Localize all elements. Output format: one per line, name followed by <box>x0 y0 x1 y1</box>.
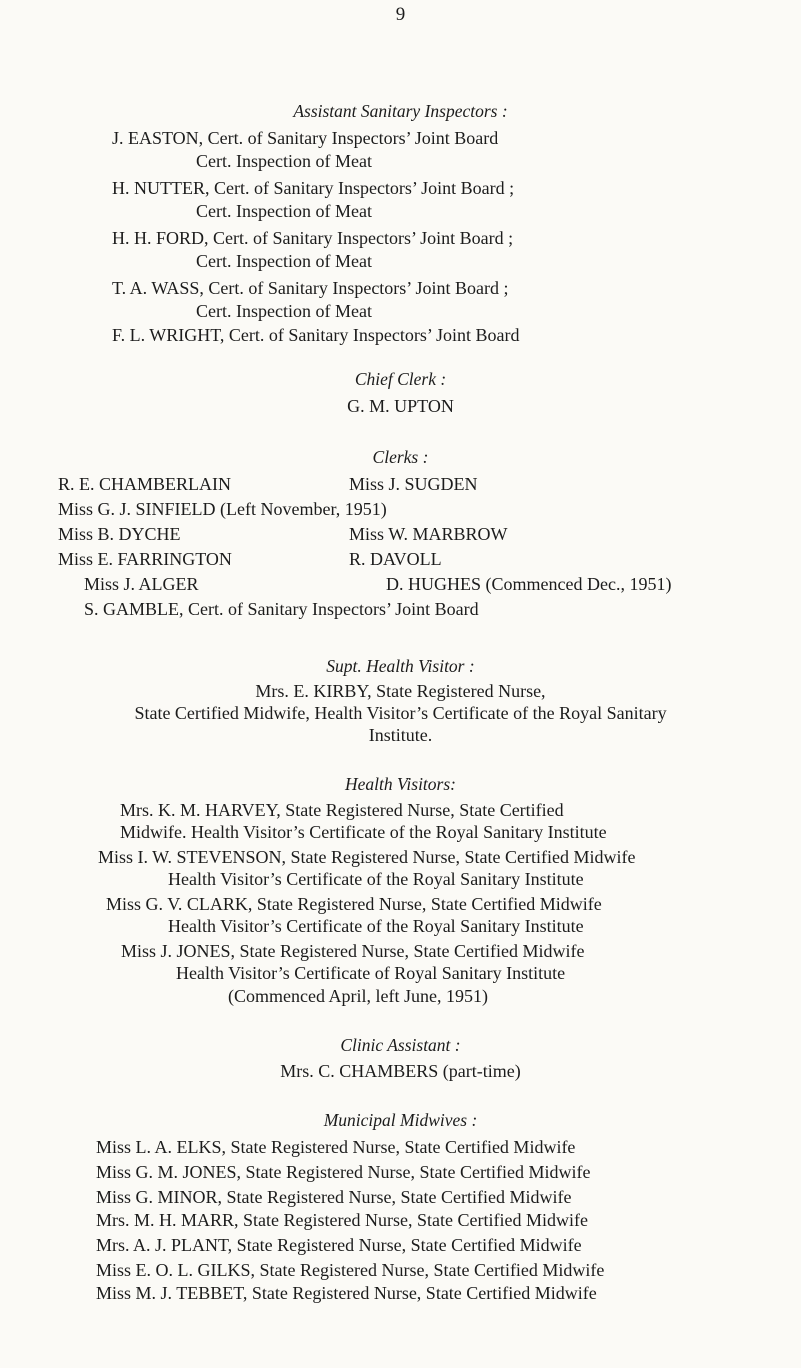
inspector-entry-qualification: Cert. Inspection of Meat <box>196 201 372 221</box>
municipal-midwives-heading: Municipal Midwives : <box>323 1110 478 1130</box>
midwife-line: Miss G. M. JONES, State Registered Nurse, State Certified Midwife <box>96 1162 591 1182</box>
midwife-line: Mrs. A. J. PLANT, State Registered Nurse, State Certified Midwife <box>96 1235 582 1255</box>
midwife-line: Miss L. A. ELKS, State Registered Nurse, State Certified Midwife <box>96 1137 576 1157</box>
health-visitor-line: Miss J. JONES, State Registered Nurse, State Certified Midwife <box>121 941 585 961</box>
inspector-entry-qualification: Cert. Inspection of Meat <box>196 151 372 171</box>
midwife-line: Miss M. J. TEBBET, State Registered Nurse, State Certified Midwife <box>96 1283 597 1303</box>
midwife-line: Miss G. MINOR, State Registered Nurse, State Certified Midwife <box>96 1187 572 1207</box>
health-visitor-line: Mrs. K. M. HARVEY, State Registered Nurse, State Certified <box>120 800 564 820</box>
clerk-name: Miss G. J. SINFIELD (Left November, 1951) <box>58 499 387 519</box>
health-visitor-line: Health Visitor’s Certificate of the Royal Sanitary Institute <box>168 916 584 936</box>
health-visitor-line: Miss I. W. STEVENSON, State Registered Nurse, State Certified Midwife <box>98 847 636 867</box>
supt-health-visitor-heading: Supt. Health Visitor : <box>326 656 475 676</box>
clerk-name: Miss W. MARBROW <box>349 524 508 544</box>
health-visitor-line: (Commenced April, left June, 1951) <box>228 986 488 1006</box>
health-visitors-heading: Health Visitors: <box>345 774 456 794</box>
clerk-name: Miss E. FARRINGTON <box>58 549 232 569</box>
clerk-name: R. E. CHAMBERLAIN <box>58 474 232 494</box>
supt-health-visitor-text: Institute. <box>368 725 433 745</box>
inspector-entry-line: J. EASTON, Cert. of Sanitary Inspectors’ Joint Board <box>112 128 499 148</box>
inspector-entry-qualification: Cert. Inspection of Meat <box>196 301 372 321</box>
inspector-entry-qualification: Cert. Inspection of Meat <box>196 251 372 271</box>
midwife-line: Miss E. O. L. GILKS, State Registered Nurse, State Certified Midwife <box>96 1260 605 1280</box>
clerk-name: Miss B. DYCHE <box>58 524 181 544</box>
clinic-assistant-name: Mrs. C. CHAMBERS (part-time) <box>280 1061 521 1081</box>
clinic-assistant-heading: Clinic Assistant : <box>340 1035 461 1055</box>
clerk-name: Miss J. SUGDEN <box>349 474 478 494</box>
clerk-name: D. HUGHES (Commenced Dec., 1951) <box>386 574 672 594</box>
assistant-sanitary-inspectors-heading: Assistant Sanitary Inspectors : <box>293 101 508 121</box>
clerk-name: S. GAMBLE, Cert. of Sanitary Inspectors’ Joint Board <box>84 599 479 619</box>
supt-health-visitor-text: State Certified Midwife, Health Visitor’s Certificate of the Royal Sanitary <box>134 703 667 723</box>
health-visitor-line: Health Visitor’s Certificate of the Royal Sanitary Institute <box>168 869 584 889</box>
health-visitor-line: Health Visitor’s Certificate of Royal Sanitary Institute <box>176 963 566 983</box>
clerk-name: R. DAVOLL <box>349 549 442 569</box>
clerk-name: Miss J. ALGER <box>84 574 199 594</box>
chief-clerk-name: G. M. UPTON <box>347 396 454 416</box>
supt-health-visitor-text: Mrs. E. KIRBY, State Registered Nurse, <box>255 681 546 701</box>
health-visitor-line: Miss G. V. CLARK, State Registered Nurse, State Certified Midwife <box>106 894 602 914</box>
page-number: 9 <box>395 4 406 25</box>
health-visitor-line: Midwife. Health Visitor’s Certificate of the Royal Sanitary Institute <box>120 822 607 842</box>
clerks-heading: Clerks : <box>372 447 429 467</box>
inspector-entry-line: H. H. FORD, Cert. of Sanitary Inspectors’ Joint Board ; <box>112 228 514 248</box>
inspector-entry-line: F. L. WRIGHT, Cert. of Sanitary Inspectors’ Joint Board <box>112 325 520 345</box>
chief-clerk-heading: Chief Clerk : <box>354 369 447 389</box>
inspector-entry-line: H. NUTTER, Cert. of Sanitary Inspectors’ Joint Board ; <box>112 178 515 198</box>
midwife-line: Mrs. M. H. MARR, State Registered Nurse, State Certified Midwife <box>96 1210 588 1230</box>
inspector-entry-line: T. A. WASS, Cert. of Sanitary Inspectors’ Joint Board ; <box>112 278 509 298</box>
